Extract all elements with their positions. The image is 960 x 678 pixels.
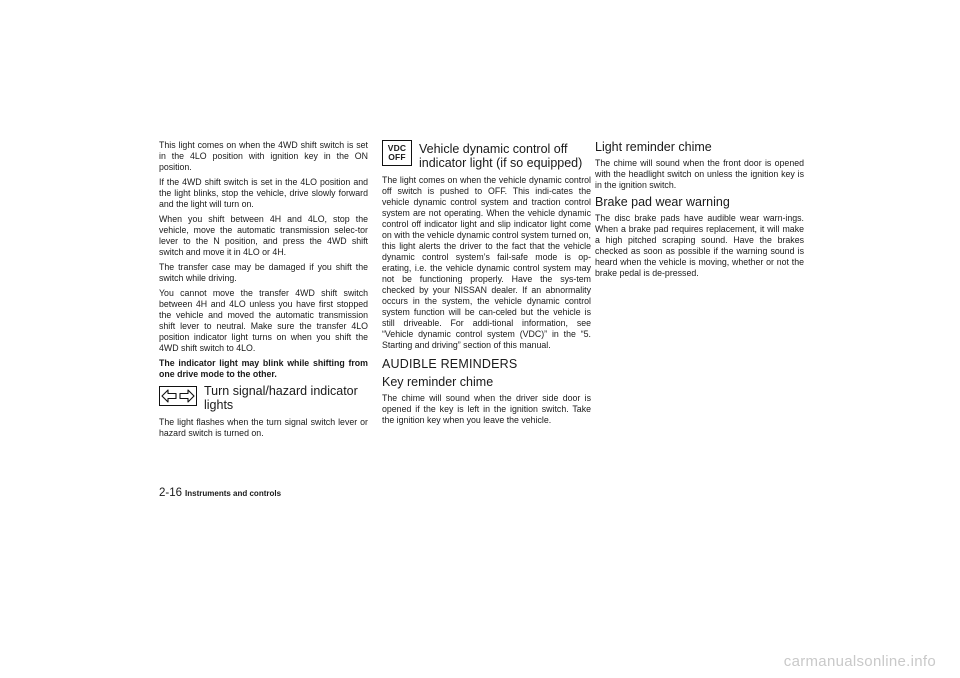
vdc-icon-text-bottom: OFF: [388, 152, 406, 162]
column-left: [159, 140, 368, 443]
paragraph-turn-signal: The light flashes when the turn signal switch lever or hazard switch is turned on.: [159, 417, 368, 438]
page-number: 2-16: [159, 487, 183, 499]
section-name: Instruments and controls: [185, 489, 282, 498]
section-heading-audible-reminders: AUDIBLE REMINDERS: [382, 357, 518, 371]
vdc-title: Vehicle dynamic control off indicator light (if so equipped): [419, 142, 583, 170]
vdc-off-icon: [382, 140, 412, 166]
subheading-brake-pad: Brake pad wear warning: [595, 195, 730, 209]
turn-signal-title: Turn signal/hazard indicator lights: [204, 384, 358, 412]
vdc-heading: [382, 142, 591, 170]
subheading-light-reminder: Light reminder chime: [595, 140, 712, 154]
page-footer: [159, 487, 281, 499]
turn-signal-heading: [159, 384, 368, 412]
paragraph-blink-note: The indicator light may blink while shifting from one drive mode to the other.: [159, 358, 368, 379]
turn-signal-arrows-icon: [159, 386, 197, 406]
paragraph-transfer-damage: The transfer case may be damaged if you shift the switch while driving.: [159, 262, 368, 283]
watermark: carmanualsonline.info: [783, 653, 936, 670]
paragraph-transfer-switch: You cannot move the transfer 4WD shift switch between 4H and 4LO unless you have first stopped the vehicle and moved the automatic transmission shift lever to neutral. Make sure the transfer 4LO position indicator light turns on when you shift the 4WD shift switch to 4LO.: [159, 288, 368, 353]
column-middle: [382, 140, 591, 430]
subheading-key-reminder: Key reminder chime: [382, 375, 494, 389]
column-right: [595, 140, 804, 283]
paragraph-brake-pad: The disc brake pads have audible wear warn-ings. When a brake pad requires replacement, it will make a high pitched scraping sound. Have the brakes checked as soon as possible if the warning sound is heard when the vehicle is moving, whether or not the brake pedal is de-pressed.: [595, 213, 804, 278]
paragraph-light-reminder: The chime will sound when the front door is opened with the headlight switch on unless the ignition key is in the ignition switch.: [595, 158, 804, 190]
vdc-icon-text-top: VDC: [387, 143, 407, 153]
paragraph-vdc: The light comes on when the vehicle dynamic control off switch is pushed to OFF. This indi-cates the vehicle dynamic control system and traction control system are not operating. When the vehicle dynamic control off indicator light and slip indicator light come on with the vehicle dynamic control system turned on, this light alerts the driver to the fact that the vehicle dynamic control system’s fail-safe mode is op-erating, i.e. the vehicle dynamic control system may not be functioning properly. Have the sys-tem checked by your NISSAN dealer. If an abnormality occurs in the system, the vehicle dynamic control system function will be can-celed but the vehicle is still driveable. For addi-tional information, see “Vehicle dynamic control system (VDC)” in the “5. Starting and driving” section of this manual.: [382, 175, 591, 350]
paragraph-4lo-light: This light comes on when the 4WD shift switch is set in the 4LO position with ignition key in the ON position.: [159, 140, 368, 172]
paragraph-key-reminder: The chime will sound when the driver side door is opened if the key is left in the ignition switch. Take the ignition key when you leave the vehicle.: [382, 393, 591, 425]
paragraph-shift-procedure: When you shift between 4H and 4LO, stop the vehicle, move the automatic transmission selec-tor lever to the N position, and press the 4WD shift switch and move it in 4LO or 4H.: [159, 214, 368, 257]
paragraph-4lo-blink: If the 4WD shift switch is set in the 4LO position and the light blinks, stop the vehicle, drive slowly forward and the light will turn on.: [159, 177, 368, 209]
